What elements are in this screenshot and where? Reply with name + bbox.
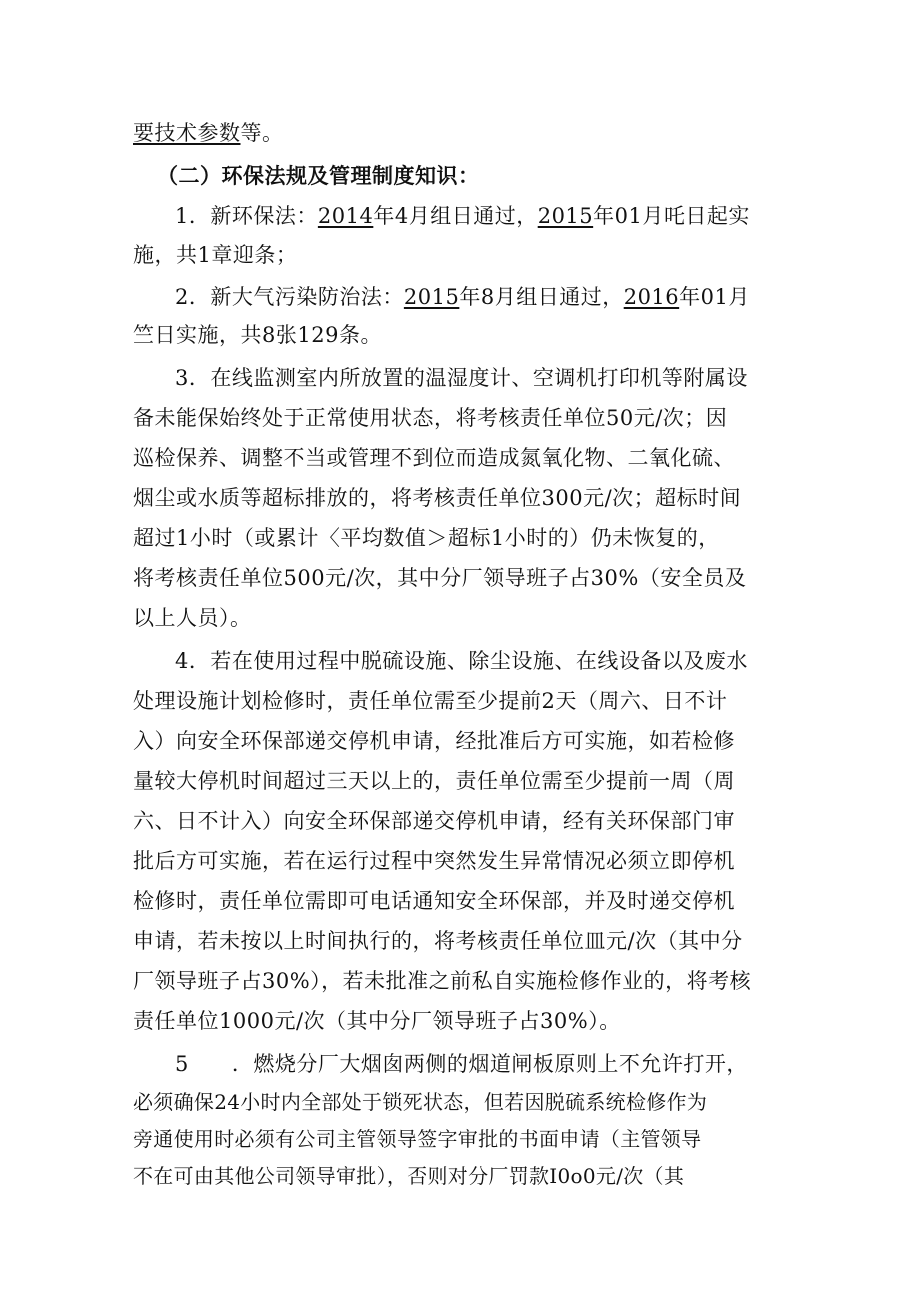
paragraph-line [133,605,252,631]
text-segment: 必须确保24小时内全部处于锁死状态，但若因脱硫系统检修作为 [133,1090,708,1114]
paragraph-line [133,405,727,431]
paragraph-line [175,1051,748,1077]
text-segment: 将考核责任单位500元/次，其中分厂领导班子占30%（安全员及 [133,566,747,590]
paragraph-line [133,445,735,471]
text-segment: 年4月组日通过， [373,204,538,228]
paragraph-line [133,120,284,146]
paragraph-line [175,648,748,674]
text-segment: 年01月 [679,285,750,309]
paragraph-line [133,848,735,874]
paragraph-line [133,322,382,348]
text-segment: 等。 [240,121,284,145]
paragraph-line [133,1008,621,1034]
underlined-text: 要技术参数 [133,121,241,145]
text-segment: 六、日不计入）向安全环保部递交停机申请，经有关环保部门审 [133,809,735,833]
paragraph-line [133,1089,707,1115]
text-segment: 不在可由其他公司领导审批），否则对分厂罚款I0o0元/次（其 [133,1164,685,1188]
text-segment: 批后方可实施，若在运行过程中突然发生异常情况必须立即停机 [133,849,735,873]
text-segment: 5 ．燃烧分厂大烟囱两侧的烟道闸板原则上不允许打开， [175,1052,748,1076]
paragraph-line [175,365,748,391]
text-segment: 责任单位1000元/次（其中分厂领导班子占30%）。 [133,1009,621,1033]
text-segment: 竺日实施，共8张129条。 [133,323,382,347]
paragraph-line [133,968,751,994]
text-segment: 入）向安全环保部递交停机申请，经批准后方可实施，如若检修 [133,729,735,753]
text-segment: 4．若在使用过程中脱硫设施、除尘设施、在线设备以及废水 [175,649,748,673]
text-segment: 施，共1章迎条； [133,243,298,267]
text-segment: 1．新环保法： [175,204,318,228]
paragraph-line [175,284,750,310]
text-segment: 量较大停机时间超过三天以上的，责任单位需至少提前一周（周 [133,769,735,793]
paragraph-line [133,1163,684,1189]
paragraph-line [133,688,727,714]
text-segment: 年8月组日通过， [459,285,624,309]
paragraph-line [133,1126,701,1152]
paragraph-line [133,565,746,591]
paragraph-line [175,203,750,229]
text-segment: 巡检保养、调整不当或管理不到位而造成氮氧化物、二氧化硫、 [133,446,735,470]
paragraph-line [133,928,743,954]
text-segment: 以上人员）。 [133,606,252,630]
text-segment: 年01月吒日起实 [593,204,750,228]
section-heading [157,163,480,189]
text-segment: 厂领导班子占30%），若未批准之前私自实施检修作业的，将考核 [133,969,752,993]
text-segment: 检修时，责任单位需即可电话通知安全环保部，并及时递交停机 [133,889,735,913]
underlined-text: 2016 [623,285,680,309]
text-segment: 超过1小时（或累计〈平均数值＞超标1小时的）仍未恢复的， [133,526,720,550]
paragraph-line [133,728,735,754]
paragraph-line [133,525,720,551]
paragraph-line [133,485,741,511]
underlined-text: 2015 [537,204,594,228]
paragraph-line [133,768,735,794]
text-segment: 2．新大气污染防治法： [175,285,404,309]
text-segment: 烟尘或水质等超标排放的，将考核责任单位300元/次；超标时间 [133,486,742,510]
text-segment: 备未能保始终处于正常使用状态，将考核责任单位50元/次；因 [133,406,728,430]
text-segment: 3．在线监测室内所放置的温湿度计、空调机打印机等附属设 [175,366,748,390]
text-segment: 处理设施计划检修时，责任单位需至少提前2天（周六、日不计 [133,689,728,713]
underlined-text: 2015 [403,285,460,309]
paragraph-line [133,808,735,834]
paragraph-line [133,888,735,914]
underlined-text: 2014 [317,204,374,228]
text-segment: （二）环保法规及管理制度知识： [157,163,480,188]
text-segment: 申请，若未按以上时间执行的，将考核责任单位皿元/次（其中分 [133,929,743,953]
text-segment: 旁通使用时必须有公司主管领导签字审批的书面申请（主管领导 [133,1127,702,1151]
paragraph-line [133,242,297,268]
